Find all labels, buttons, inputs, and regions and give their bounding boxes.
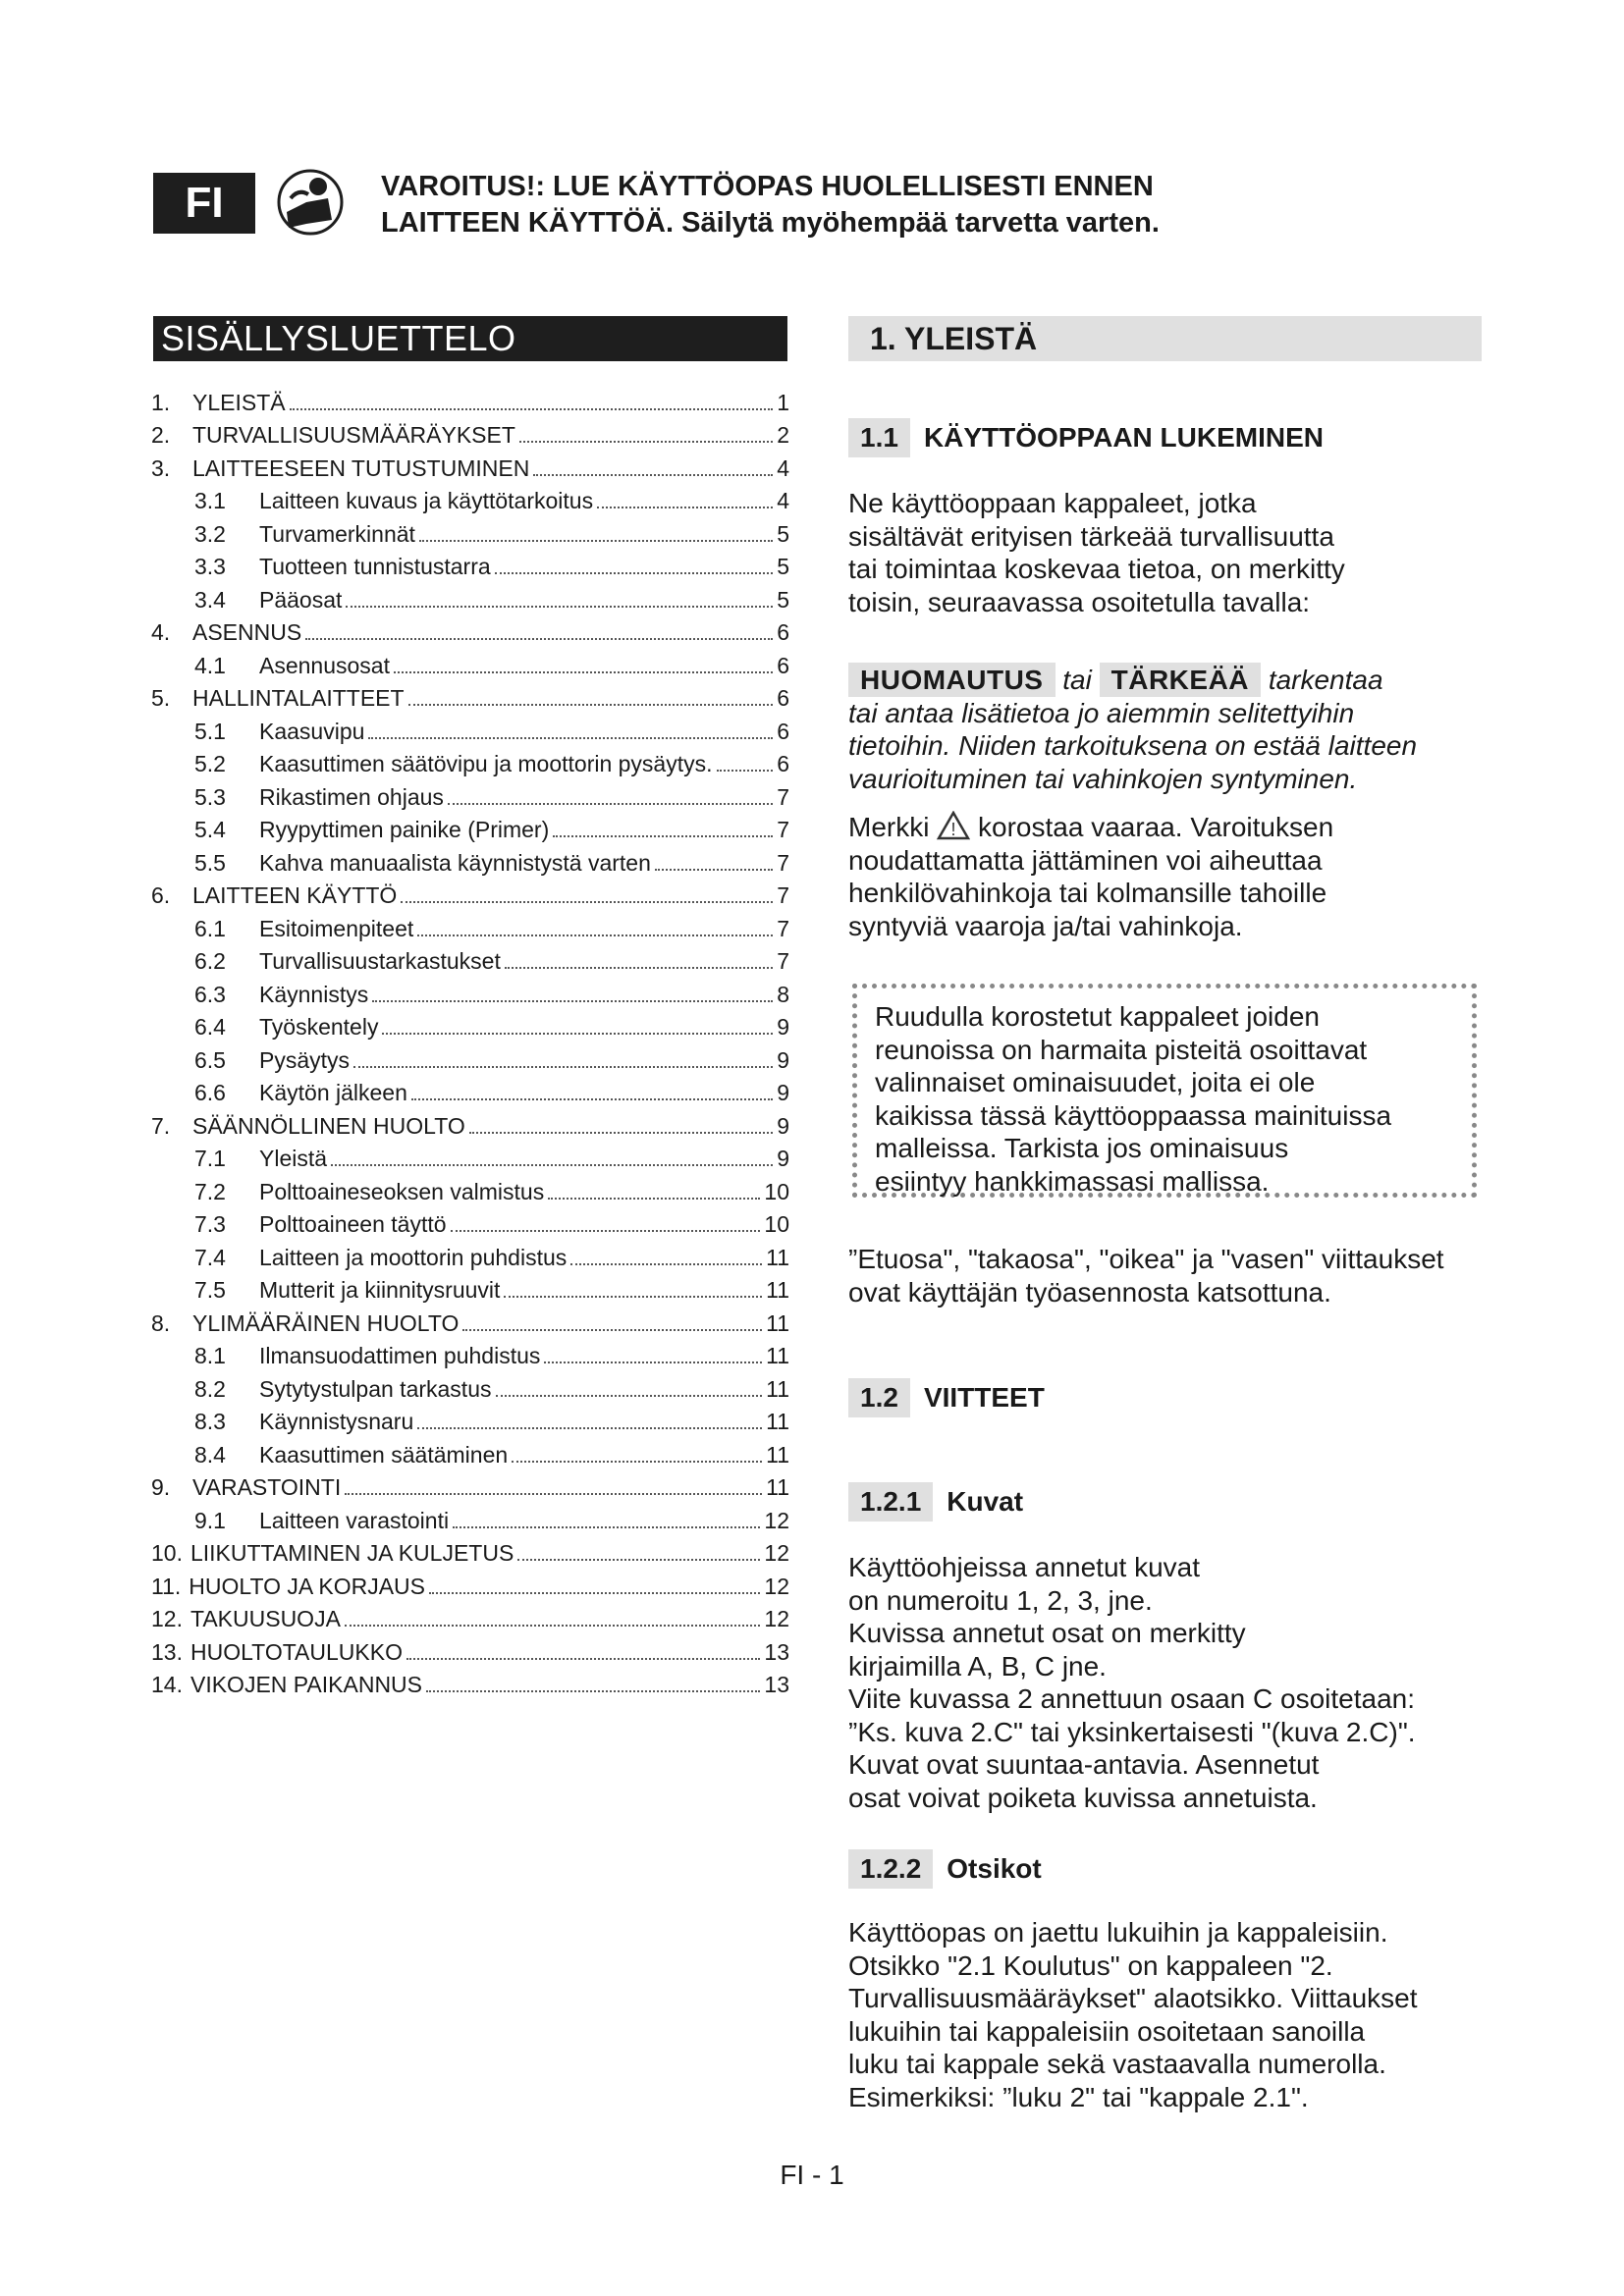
text-line: Ne käyttöoppaan kappaleet, jotka [848,488,1257,518]
toc-entry-page: 7 [777,783,789,810]
toc-leader-dots [553,835,773,837]
text-line: esiintyy hankkimassasi mallissa. [875,1165,1270,1197]
toc-entry[interactable] [151,811,789,844]
text-line: Kuvissa annetut osat on merkitty [848,1618,1246,1648]
toc-entry[interactable] [151,482,789,515]
toc-entry-number: 3.4 [194,586,226,613]
toc-entry-page: 12 [764,1507,789,1533]
text-line: kirjaimilla A, B, C jne. [848,1650,1107,1682]
toc-entry-page: 6 [777,718,789,744]
toc-entry-label: Turvallisuustarkastukset [259,948,501,974]
headings-paragraph [848,1916,1487,2113]
toc-entry-number: 8.2 [194,1375,226,1402]
toc-entry[interactable] [151,1632,789,1666]
toc-leader-dots [345,1625,760,1627]
warning-triangle-icon [937,811,970,840]
toc-entry-label: HALLINTALAITTEET [192,685,405,711]
toc-entry[interactable] [151,909,789,942]
subsection-heading-1-2-2 [848,1849,1042,1889]
or-word: tai [1062,665,1092,695]
toc-entry-page: 11 [766,1309,789,1336]
toc-entry-label: VARASTOINTI [192,1474,342,1500]
toc-entry-number: 9.1 [194,1507,226,1533]
toc-entry-number: 8.4 [194,1441,226,1468]
toc-entry[interactable] [151,1435,789,1468]
toc-leader-dots [517,1559,760,1561]
toc-entry-number: 7.5 [194,1277,226,1303]
toc-entry-number: 1. [151,389,171,415]
text-line: Otsikko "2.1 Koulutus" on kappaleen "2. [848,1949,1333,1981]
toc-entry-number: 6.3 [194,981,226,1007]
toc-entry-page: 12 [764,1540,789,1566]
toc-entry-label: Sytytystulpan tarkastus [259,1375,492,1402]
text-line: Kuvat ovat suuntaa-antavia. Asennetut [848,1749,1320,1780]
toc-entry-page: 11 [766,1277,789,1303]
toc-leader-dots [462,1329,762,1331]
toc-entry-label: Pääosat [259,586,343,613]
toc-entry-number: 8.1 [194,1343,226,1368]
toc-leader-dots [290,408,774,410]
toc-entry-label: Polttoaineseoksen valmistus [259,1178,545,1204]
toc-entry-label: Kaasuvipu [259,718,365,744]
toc-entry[interactable] [151,877,789,910]
subsection-heading-1-2-1 [848,1482,1023,1522]
subsection-title: VIITTEET [923,1382,1045,1413]
toc-entry-page: 9 [777,1014,789,1040]
toc-entry-number: 6.2 [194,948,226,974]
toc-entry-label: Ilmansuodattimen puhdistus [259,1343,541,1368]
optional-features-box [852,984,1477,1198]
toc-entry[interactable] [151,712,789,745]
toc-leader-dots [417,934,773,936]
toc-entry-page: 9 [777,1080,789,1105]
table-of-contents [151,383,789,1698]
note-paragraph [848,664,1487,795]
toc-entry-number: 7.1 [194,1146,226,1171]
text-line: malleissa. Tarkista jos ominaisuus [875,1133,1289,1163]
toc-entry-number: 4. [151,619,171,645]
toc-entry-label: Mutterit ja kiinnitysruuvit [259,1277,501,1303]
toc-entry-label: LIIKUTTAMINEN JA KULJETUS [189,1540,514,1566]
text-line: tietoihin. Niiden tarkoituksena on estää laitteen [848,730,1418,761]
toc-entry-page: 12 [764,1573,789,1599]
toc-entry[interactable] [151,1534,789,1568]
toc-entry-number: 7. [151,1112,171,1139]
toc-leader-dots [548,1198,760,1200]
text-line: Käyttöopas on jaettu lukuihin ja kappaleisiin. [848,1917,1388,1948]
toc-entry[interactable] [151,679,789,713]
text-line: Viite kuvassa 2 annettuun osaan C osoitetaan: [848,1683,1415,1714]
toc-leader-dots [331,1164,773,1166]
toc-leader-dots [394,671,773,673]
text-line: ”Etuosa", "takaosa", "oikea" ja "vasen" viittaukset [848,1244,1444,1274]
toc-leader-dots [717,770,774,772]
toc-entry-number: 6.6 [194,1080,226,1105]
toc-entry[interactable] [151,646,789,679]
language-badge: FI [153,173,255,234]
toc-entry[interactable] [151,614,789,647]
toc-leader-dots [305,638,773,640]
toc-leader-dots [408,704,774,706]
toc-entry-page: 2 [777,422,789,448]
toc-entry-page: 11 [766,1409,789,1434]
toc-entry-page: 4 [777,454,789,481]
toc-leader-dots [382,1033,773,1035]
intro-paragraph [848,487,1487,618]
toc-entry[interactable] [151,1106,789,1140]
toc-entry-label: YLEISTÄ [192,389,286,415]
subsection-title: KÄYTTÖOPPAAN LUKEMINEN [923,422,1324,453]
toc-entry-label: HUOLTOTAULUKKO [189,1638,403,1665]
toc-leader-dots [504,1296,762,1298]
text-line: henkilövahinkoja tai kolmansille tahoille [848,878,1327,908]
note-tag: HUOMAUTUS [848,663,1056,697]
toc-entry[interactable] [151,745,789,778]
toc-leader-dots [512,1461,762,1463]
text-segment: Merkki [848,812,930,842]
toc-entry-page: 13 [764,1638,789,1665]
section-title: 1. YLEISTÄ [848,316,1482,361]
toc-entry-number: 6.4 [194,1014,226,1040]
toc-entry-page: 7 [777,882,789,908]
toc-leader-dots [570,1263,762,1265]
toc-entry[interactable] [151,1403,789,1436]
toc-entry-number: 7.2 [194,1178,226,1204]
toc-entry-number: 14. [151,1672,183,1697]
toc-entry-page: 6 [777,751,789,776]
toc-entry-label: Esitoimenpiteet [259,915,414,941]
toc-entry-page: 6 [777,652,789,678]
toc-entry-label: Käytön jälkeen [259,1080,407,1105]
toc-entry[interactable] [151,1205,789,1239]
toc-leader-dots [406,1658,760,1660]
text-line: noudattamatta jättäminen voi aiheuttaa [848,844,1323,876]
toc-entry[interactable] [151,1600,789,1633]
subsection-heading-1-1 [848,418,1324,457]
text-line [848,664,1487,697]
toc-leader-dots [469,1132,773,1134]
toc-entry-label: Kaasuttimen säätövipu ja moottorin pysäytys. [259,751,713,776]
toc-entry-label: Käynnistys [259,981,369,1007]
svg-text:!: ! [950,820,956,839]
toc-entry-number: 6.1 [194,915,226,941]
toc-leader-dots [426,1690,760,1692]
toc-entry-page: 5 [777,554,789,579]
text-line: Turvallisuusmääräykset" alaotsikko. Viittaukset [848,1983,1418,2013]
toc-entry[interactable] [151,1271,789,1305]
subsection-title: Otsikot [947,1853,1042,1884]
toc-entry-label: Laitteen kuvaus ja käyttötarkoitus [259,488,594,513]
toc-entry[interactable] [151,548,789,581]
toc-entry-number: 5.2 [194,751,226,776]
toc-entry-page: 9 [777,1046,789,1073]
note-text: tarkentaa [1268,665,1383,695]
toc-entry-number: 5.5 [194,849,226,876]
subsection-number: 1.2 [848,1378,910,1417]
text-line: osat voivat poiketa kuvissa annetuista. [848,1782,1318,1813]
toc-entry[interactable] [151,1567,789,1600]
toc-entry-number: 12. [151,1606,183,1631]
toc-leader-dots [597,507,773,508]
toc-entry-page: 4 [777,488,789,513]
read-manual-icon [277,169,344,236]
toc-entry-label: Laitteen varastointi [259,1507,450,1533]
subsection-number: 1.2.1 [848,1482,933,1522]
toc-entry-page: 7 [777,948,789,974]
text-line: reunoissa on harmaita pisteitä osoittavat [875,1034,1368,1065]
toc-entry-page: 7 [777,849,789,876]
toc-entry[interactable] [151,1501,789,1534]
toc-entry-label: Käynnistysnaru [259,1409,414,1434]
toc-entry-page: 11 [766,1474,789,1500]
toc-entry-page: 11 [766,1244,789,1270]
text-line [848,811,1487,844]
toc-leader-dots [346,606,773,608]
text-line: Esimerkiksi: ”luku 2" tai "kappale 2.1". [848,2081,1309,2112]
toc-entry[interactable] [151,1008,789,1041]
toc-entry-page: 12 [764,1606,789,1631]
toc-entry[interactable] [151,1337,789,1370]
directions-paragraph [848,1243,1487,1308]
text-line: tai toimintaa koskevaa tietoa, on merkitty [848,554,1345,584]
text-line: vaurioituminen tai vahinkojen syntyminen. [848,763,1358,794]
toc-entry-page: 1 [777,389,789,415]
toc-entry-label: Turvamerkinnät [259,520,415,547]
toc-entry[interactable] [151,383,789,416]
toc-entry-label: Kahva manuaalista käynnistystä varten [259,849,651,876]
warning-paragraph [848,811,1487,942]
text-line: kaikissa tässä käyttöoppaassa mainituissa [875,1099,1392,1131]
toc-leader-dots [448,803,773,805]
text-line: on numeroitu 1, 2, 3, jne. [848,1584,1153,1616]
toc-entry-number: 5.4 [194,817,226,842]
toc-entry-label: Rikastimen ohjaus [259,783,444,810]
toc-entry-number: 3.3 [194,554,226,579]
toc-entry-number: 7.3 [194,1211,226,1237]
important-tag: TÄRKEÄÄ [1100,663,1261,697]
toc-entry[interactable] [151,1140,789,1173]
toc-entry[interactable] [151,1468,789,1502]
toc-entry-label: LAITTEEN KÄYTTÖ [192,882,398,908]
toc-entry-page: 10 [764,1178,789,1204]
toc-entry-label: Ryypyttimen painike (Primer) [259,817,550,842]
toc-entry[interactable] [151,1304,789,1337]
toc-entry[interactable] [151,1369,789,1403]
toc-leader-dots [372,1000,773,1002]
toc-entry-number: 6.5 [194,1046,226,1073]
subsection-number: 1.1 [848,418,910,457]
toc-entry-label: ASENNUS [192,619,302,645]
toc-entry-label: TURVALLISUUSMÄÄRÄYKSET [192,422,515,448]
toc-entry-label: TAKUUSUOJA [189,1606,341,1631]
toc-entry-label: SÄÄNNÖLLINEN HUOLTO [192,1112,465,1139]
toc-entry-label: Kaasuttimen säätäminen [259,1441,509,1468]
toc-entry-page: 10 [764,1211,789,1237]
toc-leader-dots [496,1395,763,1397]
toc-entry-number: 8. [151,1309,171,1336]
toc-entry-number: 6. [151,882,171,908]
toc-leader-dots [655,869,773,871]
toc-entry-number: 11. [151,1573,182,1599]
toc-entry-number: 3. [151,454,171,481]
toc-entry-label: Tuotteen tunnistustarra [259,554,491,579]
toc-leader-dots [368,737,773,739]
toc-entry-page: 13 [764,1672,789,1697]
toc-leader-dots [419,540,773,542]
toc-entry-label: YLIMÄÄRÄINEN HUOLTO [192,1309,460,1336]
toc-leader-dots [411,1098,773,1100]
text-line: luku tai kappale sekä vastaavalla numerolla. [848,2049,1386,2079]
toc-entry-page: 11 [766,1441,789,1468]
toc-entry-number: 5.3 [194,783,226,810]
toc-entry-number: 3.2 [194,520,226,547]
toc-leader-dots [533,474,773,476]
manual-warning [381,169,1160,241]
toc-entry-number: 8.3 [194,1409,226,1434]
toc-entry-label: Pysäytys [259,1046,351,1073]
toc-entry[interactable] [151,1041,789,1074]
toc-leader-dots [495,572,774,574]
toc-leader-dots [429,1592,760,1594]
toc-entry-label: VIKOJEN PAIKANNUS [189,1672,423,1697]
text-segment: korostaa vaaraa. Varoituksen [978,812,1334,842]
toc-leader-dots [451,1230,761,1232]
toc-entry-page: 7 [777,915,789,941]
toc-entry-number: 9. [151,1474,171,1500]
toc-leader-dots [345,1493,762,1495]
toc-entry[interactable] [151,777,789,811]
warning-line-1: VAROITUS!: LUE KÄYTTÖOPAS HUOLELLISESTI ENNEN [381,171,1154,202]
toc-entry-label: HUOLTO JA KORJAUS [189,1573,425,1599]
toc-entry-number: 5. [151,685,171,711]
toc-entry[interactable] [151,843,789,877]
toc-entry-label: LAITTEESEEN TUTUSTUMINEN [192,454,530,481]
toc-leader-dots [519,441,773,443]
toc-entry-page: 11 [766,1375,789,1402]
toc-entry[interactable] [151,975,789,1008]
toc-entry-number: 10. [151,1540,183,1566]
text-line: toisin, seuraavassa osoitetulla tavalla: [848,586,1311,617]
toc-entry-page: 9 [777,1112,789,1139]
toc-leader-dots [353,1066,773,1068]
toc-entry-page: 9 [777,1146,789,1171]
toc-entry[interactable] [151,449,789,482]
warning-line-2: LAITTEEN KÄYTTÖÄ. Säilytä myöhempää tarvetta varten. [381,207,1160,239]
text-line: ovat käyttäjän työasennosta katsottuna. [848,1276,1331,1308]
toc-entry[interactable] [151,1238,789,1271]
toc-entry-page: 6 [777,685,789,711]
toc-entry-page: 8 [777,981,789,1007]
toc-entry-number: 5.1 [194,718,226,744]
toc-leader-dots [401,901,773,903]
toc-entry[interactable] [151,416,789,450]
toc-leader-dots [505,967,773,969]
toc-entry[interactable] [151,514,789,548]
toc-leader-dots [417,1427,762,1429]
toc-entry-number: 3.1 [194,488,226,513]
toc-entry-page: 11 [766,1343,789,1368]
subsection-number: 1.2.2 [848,1849,933,1889]
text-line: sisältävät erityisen tärkeää turvallisuutta [848,520,1334,552]
text-line: syntyviä vaaroja ja/tai vahinkoja. [848,910,1243,941]
toc-entry-number: 2. [151,422,171,448]
toc-entry-label: Laitteen ja moottorin puhdistus [259,1244,568,1270]
toc-entry-number: 4.1 [194,652,226,678]
toc-entry-page: 7 [777,817,789,842]
text-line: tai antaa lisätietoa jo aiemmin selitettyihin [848,697,1355,728]
figures-paragraph [848,1551,1487,1814]
text-line: Ruudulla korostetut kappaleet joiden [875,1001,1320,1032]
toc-entry-label: Polttoaineen täyttö [259,1211,447,1237]
text-line: lukuihin tai kappaleisiin osoitetaan sanoilla [848,2015,1366,2047]
toc-entry[interactable] [151,1172,789,1205]
toc-entry-number: 13. [151,1638,183,1665]
toc-entry-page: 5 [777,586,789,613]
toc-leader-dots [544,1362,762,1363]
toc-entry-number: 7.4 [194,1244,226,1270]
toc-entry[interactable] [151,580,789,614]
subsection-title: Kuvat [947,1486,1024,1517]
text-line: valinnaiset ominaisuudet, joita ei ole [875,1067,1316,1097]
toc-entry-label: Yleistä [259,1146,328,1171]
text-line: ”Ks. kuva 2.C" tai yksinkertaisesti "(kuva 2.C)". [848,1716,1416,1747]
page-number: FI - 1 [780,2160,844,2190]
toc-entry-page: 5 [777,520,789,547]
toc-entry-page: 6 [777,619,789,645]
toc-entry[interactable] [151,1074,789,1107]
toc-leader-dots [453,1526,760,1528]
toc-entry-label: Asennusosat [259,652,390,678]
subsection-heading-1-2 [848,1378,1045,1417]
toc-title: SISÄLLYSLUETTELO [153,316,787,361]
toc-entry[interactable] [151,942,789,976]
toc-entry-label: Työskentely [259,1014,379,1040]
text-line: Käyttöohjeissa annetut kuvat [848,1552,1201,1582]
toc-entry[interactable] [151,1666,789,1699]
